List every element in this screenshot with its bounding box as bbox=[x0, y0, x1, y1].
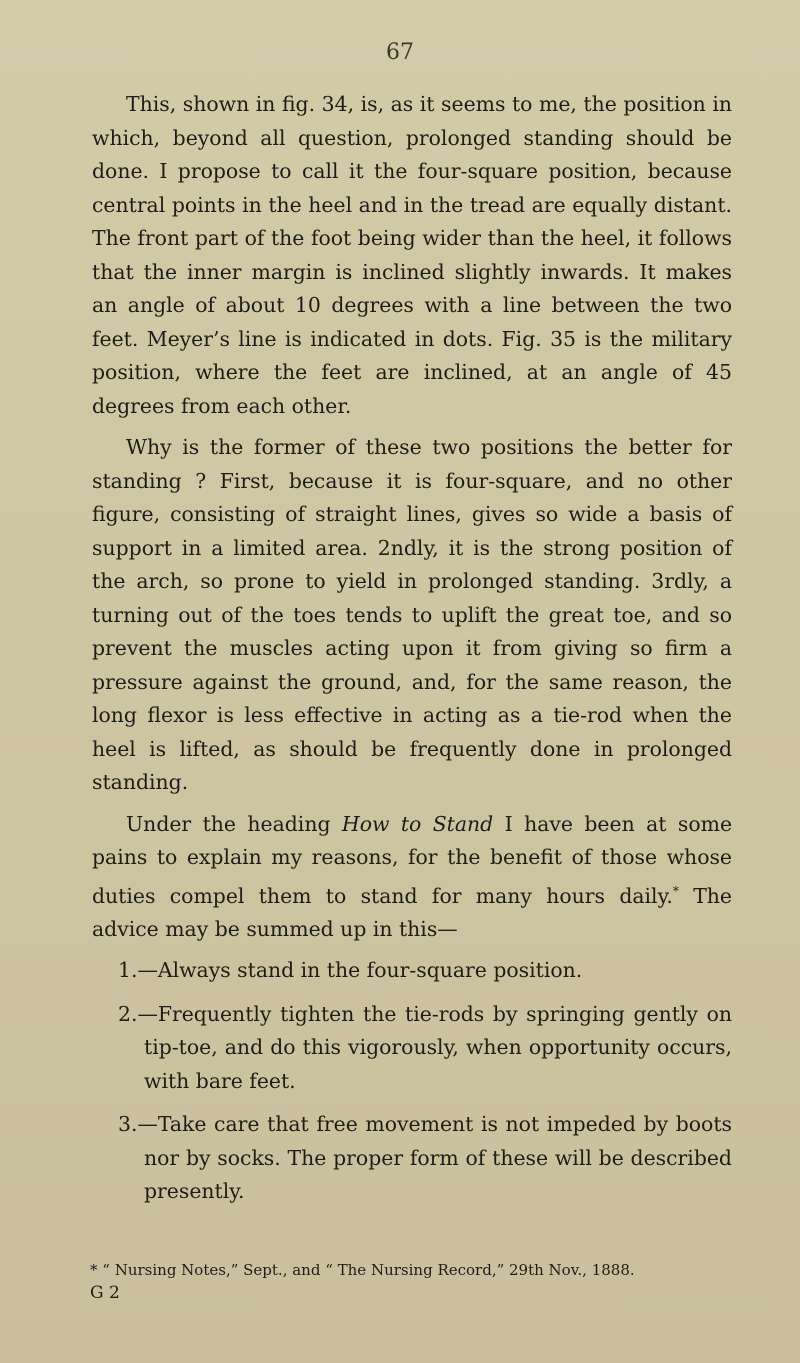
footnote-mark: * bbox=[672, 883, 679, 898]
para3-end: The advice may be summed up in this— bbox=[92, 883, 732, 941]
para3-start: Under the heading bbox=[126, 811, 342, 836]
signature-mark: G 2 bbox=[90, 1283, 120, 1303]
list-item-3: 3.—Take care that free movement is not impeded by boots nor by socks. The proper form of these will be described presently. bbox=[118, 1112, 732, 1204]
list-item-1: 1.—Always stand in the four-square position. bbox=[118, 958, 583, 983]
body-text bbox=[92, 88, 732, 1219]
page-number: 67 bbox=[386, 40, 414, 65]
list-item-2: 2.—Frequently tighten the tie-rods by springing gently on tip-toe, and do this vigorously, when opportunity occurs, with bare feet. bbox=[118, 1001, 732, 1093]
how-to-stand-title: How to Stand bbox=[341, 811, 494, 836]
footnote: * “ Nursing Notes,” Sept., and “ The Nursing Record,” 29th Nov., 1888. bbox=[90, 1261, 635, 1279]
paragraph-why-better: Why is the former of these two positions the better for standing ? First, because it is four-square, and no other figure, consisting of straight lines, gives so wide a basis of support in a limited area. 2ndly, it is the strong position of the arch, so prone to yield in prolonged standing. 3rdly, a turning out of the toes tends to uplift the great toe, and so prevent the muscles acting upon it from giving so firm a pressure against the ground, and, for the same reason, the long flexor is less effective in acting as a tie-rod when the heel is lifted, as should be frequently done in prolonged standing. bbox=[92, 435, 732, 794]
paragraph-how-to-stand bbox=[92, 808, 732, 947]
paragraph-four-square: This, shown in fig. 34, is, as it seems to me, the position in which, beyond all question, prolonged standing should be done. I propose to call it the four-square position, because central points in the heel and in the tread are equally distant. The front part of the foot being wider than the heel, it follows that the inner margin is inclined slightly inwards. It makes an angle of about 10 degrees with a line between the two feet. Meyer’s line is indicated in dots. Fig. 35 is the military position, where the feet are inclined, at an angle of 45 degrees from each other. bbox=[92, 92, 732, 418]
para3-mid: I have been at some pains to explain my reasons, for the benefit of those whose duties compel them to stand for many hours daily. bbox=[92, 811, 733, 908]
